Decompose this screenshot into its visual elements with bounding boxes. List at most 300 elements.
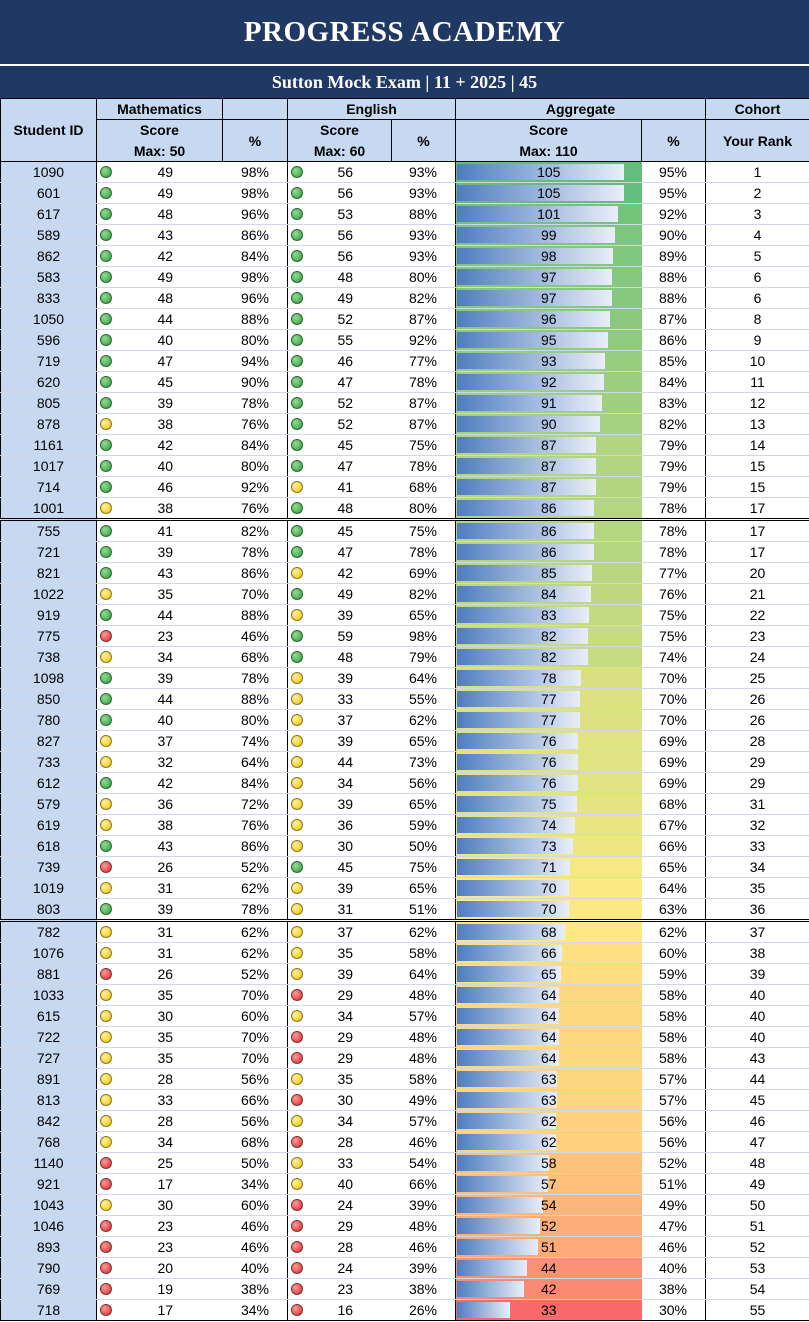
math-score: 48: [157, 290, 174, 306]
aggregate-pct: 83%: [642, 393, 706, 414]
math-score-wrap: [97, 815, 223, 835]
english-score-wrap: [288, 857, 392, 877]
english-pct: 75%: [392, 857, 456, 878]
aggregate-score-cell: [456, 773, 642, 794]
aggregate-score-cell: [456, 964, 642, 985]
english-score-wrap: [288, 267, 392, 287]
english-score-wrap: [288, 477, 392, 497]
aggregate-score: 84: [540, 586, 557, 602]
english-pct: 46%: [392, 1237, 456, 1258]
english-pct: 75%: [392, 435, 456, 456]
student-id: 768: [1, 1132, 97, 1153]
english-score: 56: [337, 164, 354, 180]
english-pct: 55%: [392, 689, 456, 710]
aggregate-score: 82: [540, 628, 557, 644]
cohort-rank: 2: [706, 183, 809, 204]
status-dot-icon: [100, 439, 112, 451]
math-score: 39: [157, 901, 174, 917]
math-score: 44: [157, 691, 174, 707]
math-score-wrap: [97, 498, 223, 518]
english-score-wrap: [288, 1090, 392, 1110]
status-dot-icon: [291, 187, 303, 199]
english-score: 29: [337, 987, 354, 1003]
status-dot-icon: [100, 1157, 112, 1169]
cohort-rank: 24: [706, 647, 809, 668]
math-score-wrap: [97, 668, 223, 688]
math-score-cell: [97, 1153, 223, 1174]
math-pct: 50%: [223, 1153, 288, 1174]
math-score-cell: [97, 542, 223, 563]
aggregate-score: 57: [540, 1176, 557, 1192]
math-score-cell: [97, 204, 223, 225]
cohort-rank: 17: [706, 520, 809, 542]
aggregate-pct: 88%: [642, 267, 706, 288]
math-pct: 34%: [223, 1174, 288, 1195]
math-score: 38: [157, 416, 174, 432]
math-pct: 88%: [223, 309, 288, 330]
english-score-wrap: [288, 773, 392, 793]
table-row: [1, 204, 809, 225]
english-score-wrap: [288, 351, 392, 371]
english-score-cell: [288, 794, 392, 815]
math-score: 36: [157, 796, 174, 812]
english-score: 24: [337, 1197, 354, 1213]
math-score-wrap: [97, 878, 223, 898]
aggregate-score-cell: [456, 943, 642, 964]
aggregate-pct: 78%: [642, 542, 706, 563]
english-pct: 57%: [392, 1006, 456, 1027]
student-id: 601: [1, 183, 97, 204]
math-score: 49: [157, 164, 174, 180]
student-id: 1022: [1, 584, 97, 605]
aggregate-score-cell: [456, 1216, 642, 1237]
results-table: [0, 98, 809, 1321]
table-row: [1, 414, 809, 435]
english-score-cell: [288, 477, 392, 498]
aggregate-score: 76: [540, 754, 557, 770]
header-english-pct: %: [392, 120, 456, 162]
cohort-rank: 37: [706, 921, 809, 943]
student-id: 1140: [1, 1153, 97, 1174]
aggregate-score-cell: [456, 330, 642, 351]
student-id: 727: [1, 1048, 97, 1069]
status-dot-icon: [100, 588, 112, 600]
english-score-cell: [288, 1174, 392, 1195]
aggregate-score-cell: [456, 899, 642, 921]
english-score-wrap: [288, 1027, 392, 1047]
table-row: [1, 647, 809, 668]
aggregate-score-cell: [456, 393, 642, 414]
english-score-cell: [288, 921, 392, 943]
english-score-cell: [288, 857, 392, 878]
math-score-wrap: [97, 1258, 223, 1278]
status-dot-icon: [291, 229, 303, 241]
table-row: [1, 330, 809, 351]
table-row: [1, 1090, 809, 1111]
math-score-wrap: [97, 1174, 223, 1194]
math-pct: 40%: [223, 1258, 288, 1279]
status-dot-icon: [291, 989, 303, 1001]
math-score-cell: [97, 794, 223, 815]
aggregate-pct: 78%: [642, 498, 706, 520]
aggregate-pct: 77%: [642, 563, 706, 584]
math-score-wrap: [97, 689, 223, 709]
math-score-wrap: [97, 521, 223, 541]
cohort-rank: 49: [706, 1174, 809, 1195]
math-pct: 56%: [223, 1111, 288, 1132]
student-id: 769: [1, 1279, 97, 1300]
status-dot-icon: [100, 1304, 112, 1316]
student-id: 583: [1, 267, 97, 288]
math-score: 40: [157, 458, 174, 474]
student-id: 919: [1, 605, 97, 626]
english-pct: 75%: [392, 520, 456, 542]
math-score-cell: [97, 647, 223, 668]
english-score-wrap: [288, 1195, 392, 1215]
math-score-cell: [97, 836, 223, 857]
english-pct: 69%: [392, 563, 456, 584]
english-pct: 78%: [392, 372, 456, 393]
aggregate-score: 51: [540, 1239, 557, 1255]
aggregate-score-cell: [456, 1048, 642, 1069]
english-score-cell: [288, 498, 392, 520]
english-pct: 93%: [392, 183, 456, 204]
math-pct: 78%: [223, 393, 288, 414]
english-score-cell: [288, 542, 392, 563]
math-score: 17: [157, 1302, 174, 1318]
aggregate-score: 64: [540, 987, 557, 1003]
cohort-rank: 52: [706, 1237, 809, 1258]
table-row: [1, 1237, 809, 1258]
english-score-wrap: [288, 626, 392, 646]
math-score: 38: [157, 500, 174, 516]
english-score-wrap: [288, 1279, 392, 1299]
aggregate-score: 82: [540, 649, 557, 665]
aggregate-pct: 70%: [642, 710, 706, 731]
cohort-rank: 44: [706, 1069, 809, 1090]
english-pct: 68%: [392, 477, 456, 498]
aggregate-score-cell: [456, 921, 642, 943]
aggregate-pct: 66%: [642, 836, 706, 857]
english-score: 23: [337, 1281, 354, 1297]
aggregate-score: 105: [537, 164, 561, 180]
table-row: [1, 878, 809, 899]
english-score: 56: [337, 185, 354, 201]
english-score: 29: [337, 1050, 354, 1066]
table-row: [1, 921, 809, 943]
english-pct: 87%: [392, 414, 456, 435]
status-dot-icon: [291, 947, 303, 959]
status-dot-icon: [291, 567, 303, 579]
math-pct: 82%: [223, 520, 288, 542]
math-pct: 34%: [223, 1300, 288, 1321]
student-id: 579: [1, 794, 97, 815]
english-pct: 80%: [392, 267, 456, 288]
aggregate-score: 64: [540, 1008, 557, 1024]
math-pct: 74%: [223, 731, 288, 752]
aggregate-score: 87: [540, 458, 557, 474]
table-row: [1, 520, 809, 542]
math-pct: 76%: [223, 498, 288, 520]
aggregate-score: 97: [540, 269, 557, 285]
english-score: 16: [337, 1302, 354, 1318]
english-pct: 46%: [392, 1132, 456, 1153]
status-dot-icon: [291, 1010, 303, 1022]
results-body: [1, 162, 809, 1321]
math-pct: 56%: [223, 1069, 288, 1090]
status-dot-icon: [291, 546, 303, 558]
math-score: 39: [157, 544, 174, 560]
cohort-rank: 40: [706, 985, 809, 1006]
status-dot-icon: [100, 502, 112, 514]
cohort-rank: 28: [706, 731, 809, 752]
status-dot-icon: [291, 418, 303, 430]
header-math-max: Max: 50: [97, 140, 223, 162]
english-score-cell: [288, 204, 392, 225]
aggregate-score: 105: [537, 185, 561, 201]
cohort-rank: 15: [706, 477, 809, 498]
english-pct: 80%: [392, 498, 456, 520]
math-pct: 86%: [223, 563, 288, 584]
aggregate-score: 76: [540, 775, 557, 791]
english-score-wrap: [288, 542, 392, 562]
student-id: 881: [1, 964, 97, 985]
aggregate-score-cell: [456, 605, 642, 626]
english-score-wrap: [288, 899, 392, 919]
student-id: 619: [1, 815, 97, 836]
math-score-wrap: [97, 563, 223, 583]
student-id: 893: [1, 1237, 97, 1258]
status-dot-icon: [291, 609, 303, 621]
table-row: [1, 372, 809, 393]
english-score-wrap: [288, 964, 392, 984]
math-score: 49: [157, 269, 174, 285]
status-dot-icon: [291, 525, 303, 537]
aggregate-pct: 90%: [642, 225, 706, 246]
table-row: [1, 1279, 809, 1300]
math-pct: 72%: [223, 794, 288, 815]
table-row: [1, 815, 809, 836]
cohort-rank: 34: [706, 857, 809, 878]
aggregate-pct: 60%: [642, 943, 706, 964]
cohort-rank: 6: [706, 267, 809, 288]
math-score-wrap: [97, 1279, 223, 1299]
aggregate-score: 64: [540, 1050, 557, 1066]
math-score-cell: [97, 1027, 223, 1048]
aggregate-score: 58: [540, 1155, 557, 1171]
math-pct: 90%: [223, 372, 288, 393]
aggregate-score: 90: [540, 416, 557, 432]
cohort-rank: 9: [706, 330, 809, 351]
math-score-wrap: [97, 1090, 223, 1110]
math-score-wrap: [97, 1237, 223, 1257]
table-row: [1, 1300, 809, 1321]
header-blank: [223, 99, 288, 120]
table-row: [1, 1153, 809, 1174]
status-dot-icon: [291, 313, 303, 325]
aggregate-pct: 65%: [642, 857, 706, 878]
aggregate-pct: 62%: [642, 921, 706, 943]
cohort-rank: 54: [706, 1279, 809, 1300]
math-score-cell: [97, 520, 223, 542]
english-score: 40: [337, 1176, 354, 1192]
status-dot-icon: [291, 1052, 303, 1064]
math-pct: 70%: [223, 1027, 288, 1048]
english-pct: 62%: [392, 710, 456, 731]
english-score: 37: [337, 712, 354, 728]
aggregate-pct: 30%: [642, 1300, 706, 1321]
math-pct: 60%: [223, 1195, 288, 1216]
english-score-cell: [288, 563, 392, 584]
english-pct: 62%: [392, 921, 456, 943]
english-score-wrap: [288, 985, 392, 1005]
english-score: 59: [337, 628, 354, 644]
aggregate-pct: 67%: [642, 815, 706, 836]
student-id: 618: [1, 836, 97, 857]
english-score-cell: [288, 414, 392, 435]
math-score: 44: [157, 607, 174, 623]
math-score-cell: [97, 1237, 223, 1258]
status-dot-icon: [100, 798, 112, 810]
english-score-wrap: [288, 563, 392, 583]
status-dot-icon: [100, 947, 112, 959]
math-score-wrap: [97, 773, 223, 793]
english-score-wrap: [288, 183, 392, 203]
math-score-wrap: [97, 964, 223, 984]
english-score: 52: [337, 311, 354, 327]
aggregate-score: 101: [537, 206, 561, 222]
table-row: [1, 1069, 809, 1090]
english-score-cell: [288, 773, 392, 794]
english-pct: 54%: [392, 1153, 456, 1174]
aggregate-pct: 87%: [642, 309, 706, 330]
status-dot-icon: [291, 481, 303, 493]
math-score-wrap: [97, 647, 223, 667]
math-pct: 80%: [223, 456, 288, 477]
math-score-wrap: [97, 246, 223, 266]
header-student-id: Student ID: [1, 99, 97, 162]
cohort-rank: 13: [706, 414, 809, 435]
aggregate-pct: 69%: [642, 752, 706, 773]
math-score: 42: [157, 437, 174, 453]
aggregate-score: 66: [540, 945, 557, 961]
status-dot-icon: [100, 208, 112, 220]
math-score: 35: [157, 1050, 174, 1066]
student-id: 722: [1, 1027, 97, 1048]
aggregate-pct: 56%: [642, 1111, 706, 1132]
status-dot-icon: [100, 693, 112, 705]
exam-subtitle: Sutton Mock Exam | 11 + 2025 | 45: [0, 66, 809, 98]
cohort-rank: 14: [706, 435, 809, 456]
english-score: 48: [337, 649, 354, 665]
student-id: 718: [1, 1300, 97, 1321]
aggregate-pct: 58%: [642, 1006, 706, 1027]
aggregate-pct: 75%: [642, 605, 706, 626]
aggregate-score-cell: [456, 1006, 642, 1027]
status-dot-icon: [100, 1262, 112, 1274]
english-score-cell: [288, 520, 392, 542]
status-dot-icon: [291, 798, 303, 810]
status-dot-icon: [291, 819, 303, 831]
aggregate-score-cell: [456, 1153, 642, 1174]
aggregate-score: 68: [540, 924, 557, 940]
aggregate-score-cell: [456, 520, 642, 542]
math-score: 28: [157, 1071, 174, 1087]
english-score: 49: [337, 290, 354, 306]
table-row: [1, 1195, 809, 1216]
table-row: [1, 794, 809, 815]
aggregate-score-cell: [456, 288, 642, 309]
status-dot-icon: [291, 693, 303, 705]
english-pct: 50%: [392, 836, 456, 857]
table-row: [1, 563, 809, 584]
english-score: 35: [337, 945, 354, 961]
status-dot-icon: [100, 1073, 112, 1085]
header-english-score: Score: [288, 120, 392, 141]
aggregate-score: 62: [540, 1134, 557, 1150]
math-score-cell: [97, 246, 223, 267]
math-score-cell: [97, 1048, 223, 1069]
status-dot-icon: [100, 525, 112, 537]
aggregate-pct: 59%: [642, 964, 706, 985]
math-score-cell: [97, 477, 223, 498]
math-score-wrap: [97, 922, 223, 942]
status-dot-icon: [100, 714, 112, 726]
aggregate-pct: 76%: [642, 584, 706, 605]
status-dot-icon: [291, 968, 303, 980]
table-row: [1, 351, 809, 372]
cohort-rank: 25: [706, 668, 809, 689]
math-score-wrap: [97, 794, 223, 814]
math-score-wrap: [97, 1216, 223, 1236]
english-pct: 66%: [392, 1174, 456, 1195]
aggregate-pct: 57%: [642, 1069, 706, 1090]
math-score: 42: [157, 248, 174, 264]
table-row: [1, 1216, 809, 1237]
math-score-cell: [97, 414, 223, 435]
status-dot-icon: [291, 840, 303, 852]
aggregate-score: 75: [540, 796, 557, 812]
aggregate-score: 87: [540, 479, 557, 495]
aggregate-score: 42: [540, 1281, 557, 1297]
aggregate-pct: 57%: [642, 1090, 706, 1111]
english-pct: 79%: [392, 647, 456, 668]
status-dot-icon: [291, 502, 303, 514]
status-dot-icon: [291, 1094, 303, 1106]
english-score-cell: [288, 752, 392, 773]
student-id: 842: [1, 1111, 97, 1132]
english-score: 56: [337, 248, 354, 264]
math-score-wrap: [97, 899, 223, 919]
cohort-rank: 26: [706, 710, 809, 731]
status-dot-icon: [100, 250, 112, 262]
math-pct: 96%: [223, 288, 288, 309]
english-score-wrap: [288, 288, 392, 308]
math-pct: 52%: [223, 857, 288, 878]
status-dot-icon: [291, 777, 303, 789]
english-score: 39: [337, 670, 354, 686]
english-score: 36: [337, 817, 354, 833]
english-score-wrap: [288, 943, 392, 963]
english-score: 55: [337, 332, 354, 348]
math-score-cell: [97, 563, 223, 584]
aggregate-pct: 49%: [642, 1195, 706, 1216]
student-id: 891: [1, 1069, 97, 1090]
cohort-rank: 48: [706, 1153, 809, 1174]
aggregate-score: 65: [540, 966, 557, 982]
aggregate-score: 70: [540, 880, 557, 896]
math-score-wrap: [97, 372, 223, 392]
